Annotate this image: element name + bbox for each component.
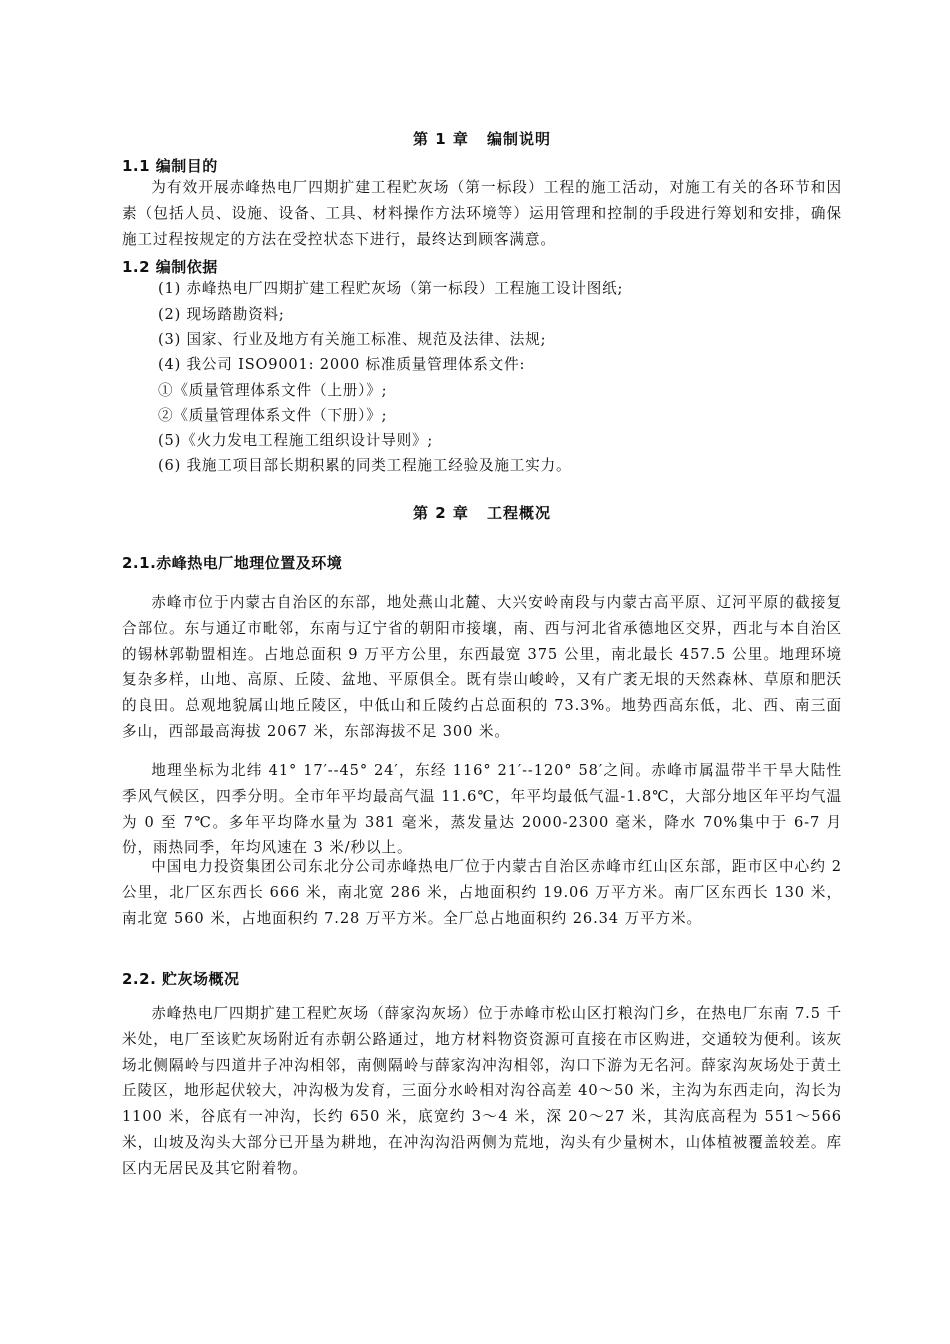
basis-item: (2) 现场踏勘资料; <box>158 306 285 323</box>
chapter-2-title: 工程概况 <box>486 504 551 522</box>
section-1-1-heading: 1.1 编制目的 <box>122 157 218 175</box>
basis-item: (4) 我公司 ISO9001: 2000 标准质量管理体系文件: <box>158 356 526 373</box>
basis-item: (3) 国家、行业及地方有关施工标准、规范及法律、法规; <box>158 331 547 348</box>
section-2-1-paragraph-3: 中国电力投资集团公司东北分公司赤峰热电厂位于内蒙古自治区赤峰市红山区东部，距市区中心约 2 公里，北厂区东西长 666 米，南北宽 286 米，占地面积约 19.06 万平方米。南厂区东西长 130 米，南北宽 560 米，占地面积约 7.28 万平方米。全厂总占地面积约 26.34 万平方米。 <box>122 858 842 927</box>
section-2-1-heading: 2.1.赤峰热电厂地理位置及环境 <box>122 554 343 572</box>
basis-item: ②《质量管理体系文件（下册）》; <box>158 407 388 424</box>
section-2-2-heading: 2.2. 贮灰场概况 <box>122 970 240 988</box>
section-2-1-paragraph-2: 地理坐标为北纬 41° 17′--45° 24′，东经 116° 21′--120° 58′之间。赤峰市属温带半干旱大陆性季风气候区，四季分明。全市年平均最高气温 11.6℃，年平均最低气温-1.8℃，大部分地区年平均气温为 0 至 7℃。多年平均降水量为 381 毫米，蒸发量达 2000-2300 毫米，降水 70%集中于 6-7 月份，雨热同季，年均风速在 3 米/秒以上。 <box>122 762 842 857</box>
section-1-1-paragraph: 为有效开展赤峰热电厂四期扩建工程贮灰场（第一标段）工程的施工活动，对施工有关的各环节和因素（包括人员、设施、设备、工具、材料操作方法环境等）运用管理和控制的手段进行筹划和安排，确保施工过程按规定的方法在受控状态下进行，最终达到顾客满意。 <box>122 179 842 248</box>
basis-item: ①《质量管理体系文件（上册）》; <box>158 382 388 399</box>
chapter-1-title: 编制说明 <box>486 130 551 148</box>
chapter-2-number: 第 2 章 <box>413 504 469 522</box>
basis-item: (1) 赤峰热电厂四期扩建工程贮灰场（第一标段）工程施工设计图纸; <box>158 280 624 297</box>
section-2-2-paragraph: 赤峰热电厂四期扩建工程贮灰场（薛家沟灰场）位于赤峰市松山区打粮沟门乡，在热电厂东南 7.5 千米处，电厂至该贮灰场附近有赤朝公路通过，地方材料物资资源可直接在市区购进，交通较为便利。该灰场北侧隔岭与四道井子冲沟相邻，南侧隔岭与薛家沟冲沟相邻，沟口下游为无名河。薛家沟灰场处于黄土丘陵区，地形起伏较大，冲沟极为发育，三面分水岭相对沟谷高差 40～50 米，主沟为东西走向，沟长为 1100 米，谷底有一冲沟，长约 650 米，底宽约 3～4 米，深 20～27 米，其沟底高程为 551～566 米，山坡及沟头大部分已开垦为耕地，在冲沟沟沿两侧为荒地，沟头有少量树木，山体植被覆盖较差。库区内无居民及其它附着物。 <box>122 1005 842 1177</box>
chapter-1-number: 第 1 章 <box>413 130 469 148</box>
section-1-2-heading: 1.2 编制依据 <box>122 258 218 276</box>
chapter-1-heading <box>122 128 842 149</box>
basis-item: (5)《火力发电工程施工组织设计导则》; <box>158 432 434 449</box>
chapter-2-heading <box>122 502 842 523</box>
section-2-1-paragraph-1: 赤峰市位于内蒙古自治区的东部，地处燕山北麓、大兴安岭南段与内蒙古高平原、辽河平原的截接复合部位。东与通辽市毗邻，东南与辽宁省的朝阳市接壤，南、西与河北省承德地区交界，西北与本自治区的锡林郭勒盟相连。占地总面积 9 万平方公里，东西最宽 375 公里，南北最长 457.5 公里。地理环境复杂多样，山地、高原、丘陵、盆地、平原俱全。既有崇山峻岭，又有广袤无垠的天然森林、草原和肥沃的良田。总观地貌属山地丘陵区，中低山和丘陵约占总面积的 73.3%。地势西高东低，北、西、南三面多山，西部最高海拔 2067 米，东部海拔不足 300 米。 <box>122 594 842 740</box>
basis-item: (6) 我施工项目部长期积累的同类工程施工经验及施工实力。 <box>158 457 572 474</box>
